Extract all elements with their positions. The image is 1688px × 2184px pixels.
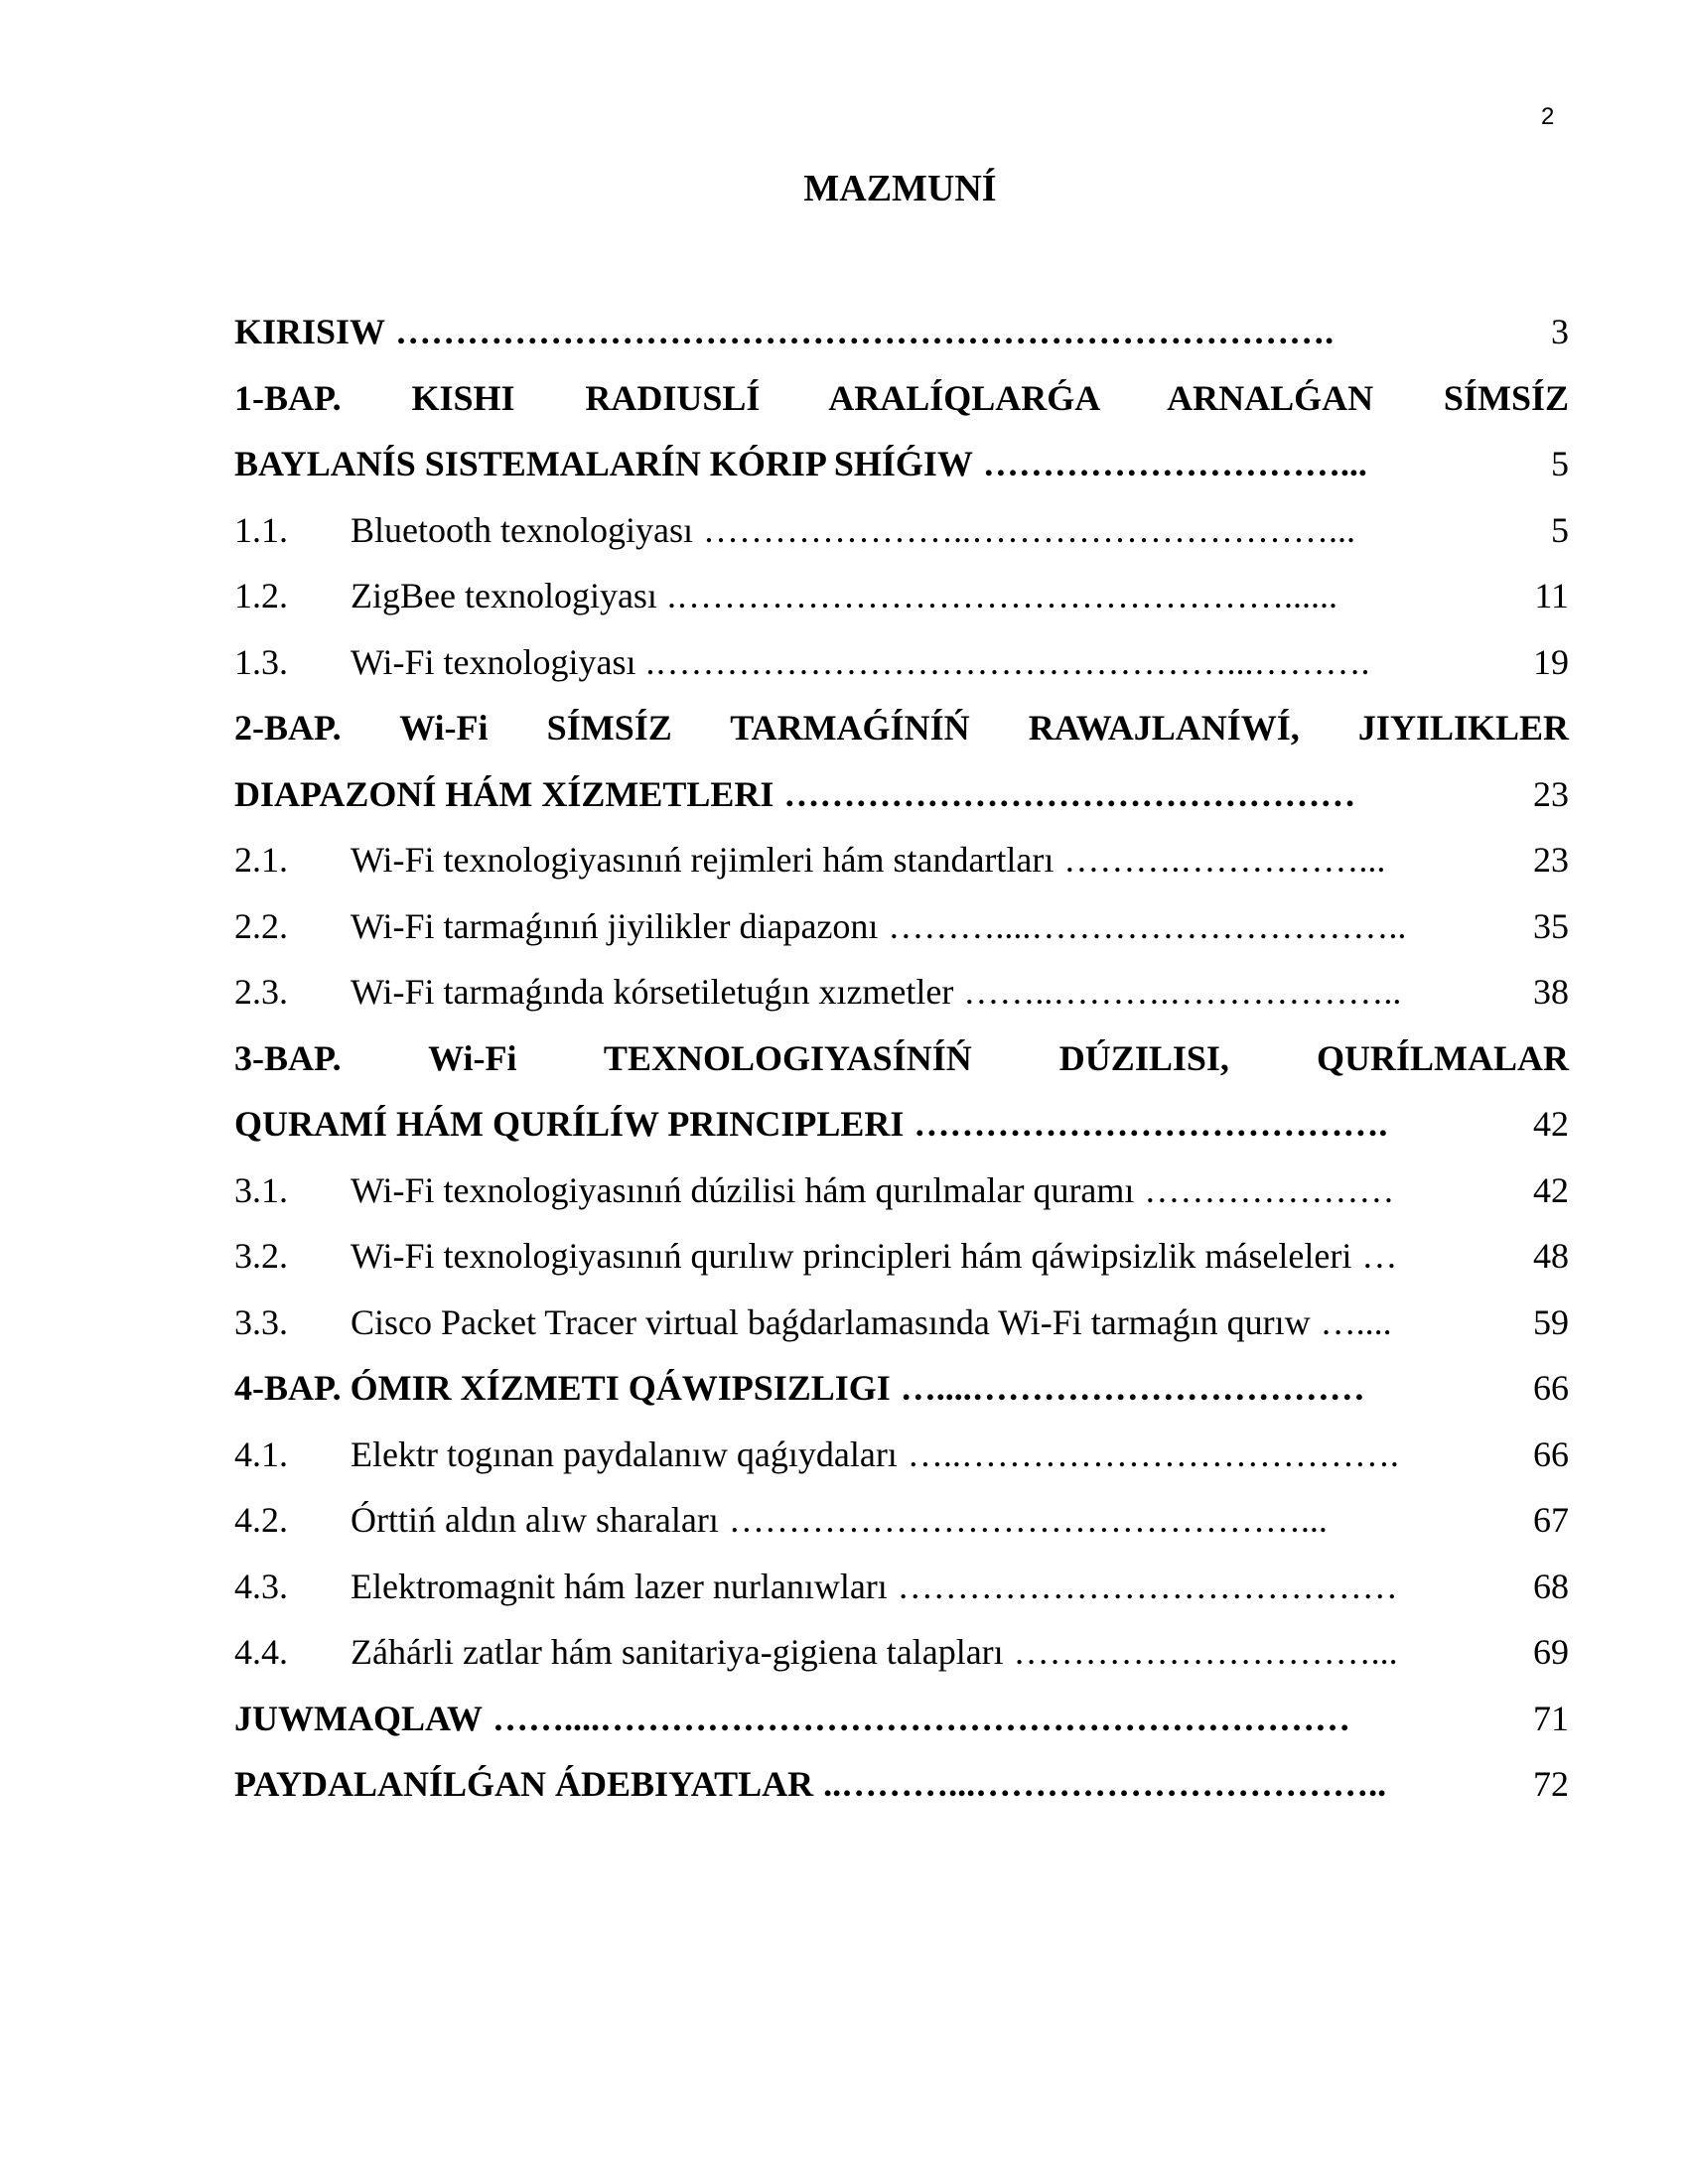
toc-section-number: 4.1. <box>234 1433 288 1474</box>
toc-entry-4-3[interactable] <box>234 1554 1569 1620</box>
toc-label-line1: 1-BAP. KISHI RADIUSLÍ ARALÍQLARǴA ARNALǴAN SÍMSÍZ <box>234 377 1569 418</box>
toc-section-number: 1.2. <box>234 576 288 615</box>
toc-leader-dots: …………………..…………………………... <box>702 509 1355 550</box>
toc-entry-3-1[interactable] <box>234 1158 1569 1224</box>
toc-section-number: 1.1. <box>234 509 288 550</box>
toc-page-number: 66 <box>1533 1433 1569 1474</box>
toc-page-number: 42 <box>1533 1104 1569 1144</box>
toc-leader-dots: ..………...…………………………….. <box>823 1764 1387 1804</box>
toc-label: Cisco Packet Tracer virtual baǵdarlamasında Wi-Fi tarmaǵın qurıw <box>351 1301 1311 1342</box>
toc-section-number: 4.3. <box>234 1566 288 1606</box>
toc-section-number: 2.3. <box>234 972 288 1012</box>
toc-label: DIAPAZONÍ HÁM XÍZMETLERI <box>234 773 774 814</box>
toc-entry-juwmaqlaw[interactable] <box>234 1686 1569 1752</box>
toc-leader-dots: ……..……….……………….. <box>963 972 1402 1012</box>
toc-label: Záhárli zatlar hám sanitariya-gigiena talapları <box>351 1632 1004 1672</box>
toc-leader-dots: … <box>1361 1236 1398 1276</box>
toc-label: PAYDALANÍLǴAN ÁDEBIYATLAR <box>234 1764 814 1804</box>
toc-page-number: 67 <box>1533 1500 1569 1540</box>
toc-label: Wi-Fi tarmaǵında kórsetiletuǵın xızmetler <box>351 972 954 1012</box>
toc-page-number: 23 <box>1533 773 1569 814</box>
toc-leader-dots: …....…………………………… <box>900 1368 1365 1408</box>
toc-label: Elektromagnit hám lazer nurlanıwları <box>351 1566 888 1606</box>
toc-page-number: 66 <box>1533 1368 1569 1408</box>
toc-leader-dots: ….... <box>1320 1301 1392 1342</box>
toc-section-number: 4.4. <box>234 1632 288 1672</box>
toc-label: JUWMAQLAW <box>234 1698 483 1738</box>
toc-section-number: 2.1. <box>234 840 288 880</box>
table-of-contents <box>234 299 1569 1818</box>
toc-page-number: 72 <box>1533 1764 1569 1804</box>
toc-label: Wi-Fi tarmaǵınıń jiyilikler diapazonı <box>351 905 879 946</box>
page-title: MAZMUNÍ <box>803 168 997 209</box>
toc-section-number: 3.2. <box>234 1236 288 1276</box>
toc-entry-1-1[interactable] <box>234 497 1569 564</box>
toc-label: Wi-Fi texnologiyasınıń qurılıw principleri hám qáwipsizlik máseleleri <box>351 1236 1352 1276</box>
toc-entry-3-2[interactable] <box>234 1223 1569 1290</box>
toc-label: ZigBee texnologiyası <box>351 576 657 615</box>
toc-label: 4-BAP. ÓMIR XÍZMETI QÁWIPSIZLIGI <box>234 1368 891 1408</box>
toc-label: QURAMÍ HÁM QURÍLÍW PRINCIPLERI <box>234 1104 905 1144</box>
toc-page-number: 5 <box>1551 509 1569 550</box>
toc-leader-dots: ………....………………………….. <box>888 905 1407 946</box>
toc-entry-chapter-2[interactable] <box>234 761 1569 828</box>
toc-section-number: 3.1. <box>234 1169 288 1210</box>
toc-section-number: 1.3. <box>234 641 288 682</box>
toc-label: Bluetooth texnologiyası <box>351 509 693 550</box>
toc-entry-references[interactable] <box>234 1751 1569 1818</box>
toc-entry-1-2[interactable] <box>234 563 1569 629</box>
toc-entry-4-4[interactable] <box>234 1619 1569 1686</box>
toc-leader-dots: .……………………………………………...... <box>666 576 1337 615</box>
toc-label: Wi-Fi texnologiyası <box>351 641 636 682</box>
toc-page-number: 11 <box>1534 576 1569 615</box>
toc-section-number: 3.3. <box>234 1301 288 1342</box>
toc-entry-3-3[interactable] <box>234 1290 1569 1356</box>
toc-leader-dots: ……....……………………………………………………… <box>492 1698 1350 1738</box>
toc-entry-kirisiw[interactable] <box>234 299 1569 365</box>
toc-page-number: 35 <box>1533 905 1569 946</box>
toc-leader-dots: ………………… <box>1144 1169 1395 1210</box>
page-number: 2 <box>1541 103 1555 130</box>
toc-leader-dots: ……………………………………………………………………. <box>395 312 1335 351</box>
toc-page-number: 59 <box>1533 1301 1569 1342</box>
toc-entry-2-3[interactable] <box>234 959 1569 1025</box>
toc-entry-2-1[interactable] <box>234 827 1569 893</box>
toc-leader-dots: …………………………………. <box>914 1104 1388 1144</box>
toc-page-number: 42 <box>1533 1169 1569 1210</box>
toc-leader-dots: ………………………………………… <box>783 773 1356 814</box>
toc-entry-2-2[interactable] <box>234 893 1569 960</box>
toc-chapter-3-heading <box>234 1025 1569 1092</box>
toc-leader-dots: …………………………………………... <box>728 1500 1328 1540</box>
toc-label: BAYLANÍS SISTEMALARÍN KÓRIP SHÍǴIW <box>234 444 973 483</box>
toc-entry-4-1[interactable] <box>234 1422 1569 1488</box>
toc-page-number: 3 <box>1551 312 1569 351</box>
toc-entry-chapter-1[interactable] <box>234 431 1569 497</box>
toc-page-number: 69 <box>1533 1632 1569 1672</box>
toc-leader-dots: …………………………………… <box>897 1566 1398 1606</box>
toc-label-line1: 2-BAP. Wi-Fi SÍMSÍZ TARMAǴÍNÍŃ RAWAJLANÍWÍ, JIYILIKLER <box>234 708 1569 748</box>
toc-label: Wi-Fi texnologiyasınıń dúzilisi hám qurılmalar quramı <box>351 1169 1135 1210</box>
toc-entry-chapter-3[interactable] <box>234 1091 1569 1158</box>
toc-chapter-2-heading <box>234 695 1569 761</box>
toc-leader-dots: …………………………... <box>982 444 1367 483</box>
toc-leader-dots: …………………………... <box>1013 1632 1398 1672</box>
toc-label: Órttiń aldın alıw sharaları <box>351 1500 719 1540</box>
toc-page-number: 23 <box>1533 840 1569 880</box>
toc-section-number: 4.2. <box>234 1500 288 1540</box>
toc-page-number: 48 <box>1533 1236 1569 1276</box>
toc-page-number: 71 <box>1533 1698 1569 1738</box>
toc-entry-4-2[interactable] <box>234 1487 1569 1554</box>
toc-leader-dots: …..………………………………. <box>907 1433 1399 1474</box>
toc-leader-dots: ……….……………... <box>1063 840 1386 880</box>
toc-entry-chapter-4[interactable] <box>234 1355 1569 1422</box>
toc-label-line1: 3-BAP. Wi-Fi TEXNOLOGIYASÍNÍŃ DÚZILISI, QURÍLMALAR <box>234 1037 1569 1078</box>
toc-label: Wi-Fi texnologiyasınıń rejimleri hám standartları <box>351 840 1055 880</box>
toc-page-number: 38 <box>1533 972 1569 1012</box>
toc-entry-1-3[interactable] <box>234 629 1569 696</box>
toc-page-number: 5 <box>1551 444 1569 483</box>
toc-page-number: 68 <box>1533 1566 1569 1606</box>
toc-page-number: 19 <box>1533 641 1569 682</box>
toc-chapter-1-heading <box>234 365 1569 432</box>
toc-leader-dots: .…………………………………………...………. <box>645 641 1370 682</box>
toc-label: KIRISIW <box>234 312 386 351</box>
toc-label: Elektr togınan paydalanıw qaǵıydaları <box>351 1433 898 1474</box>
toc-section-number: 2.2. <box>234 905 288 946</box>
